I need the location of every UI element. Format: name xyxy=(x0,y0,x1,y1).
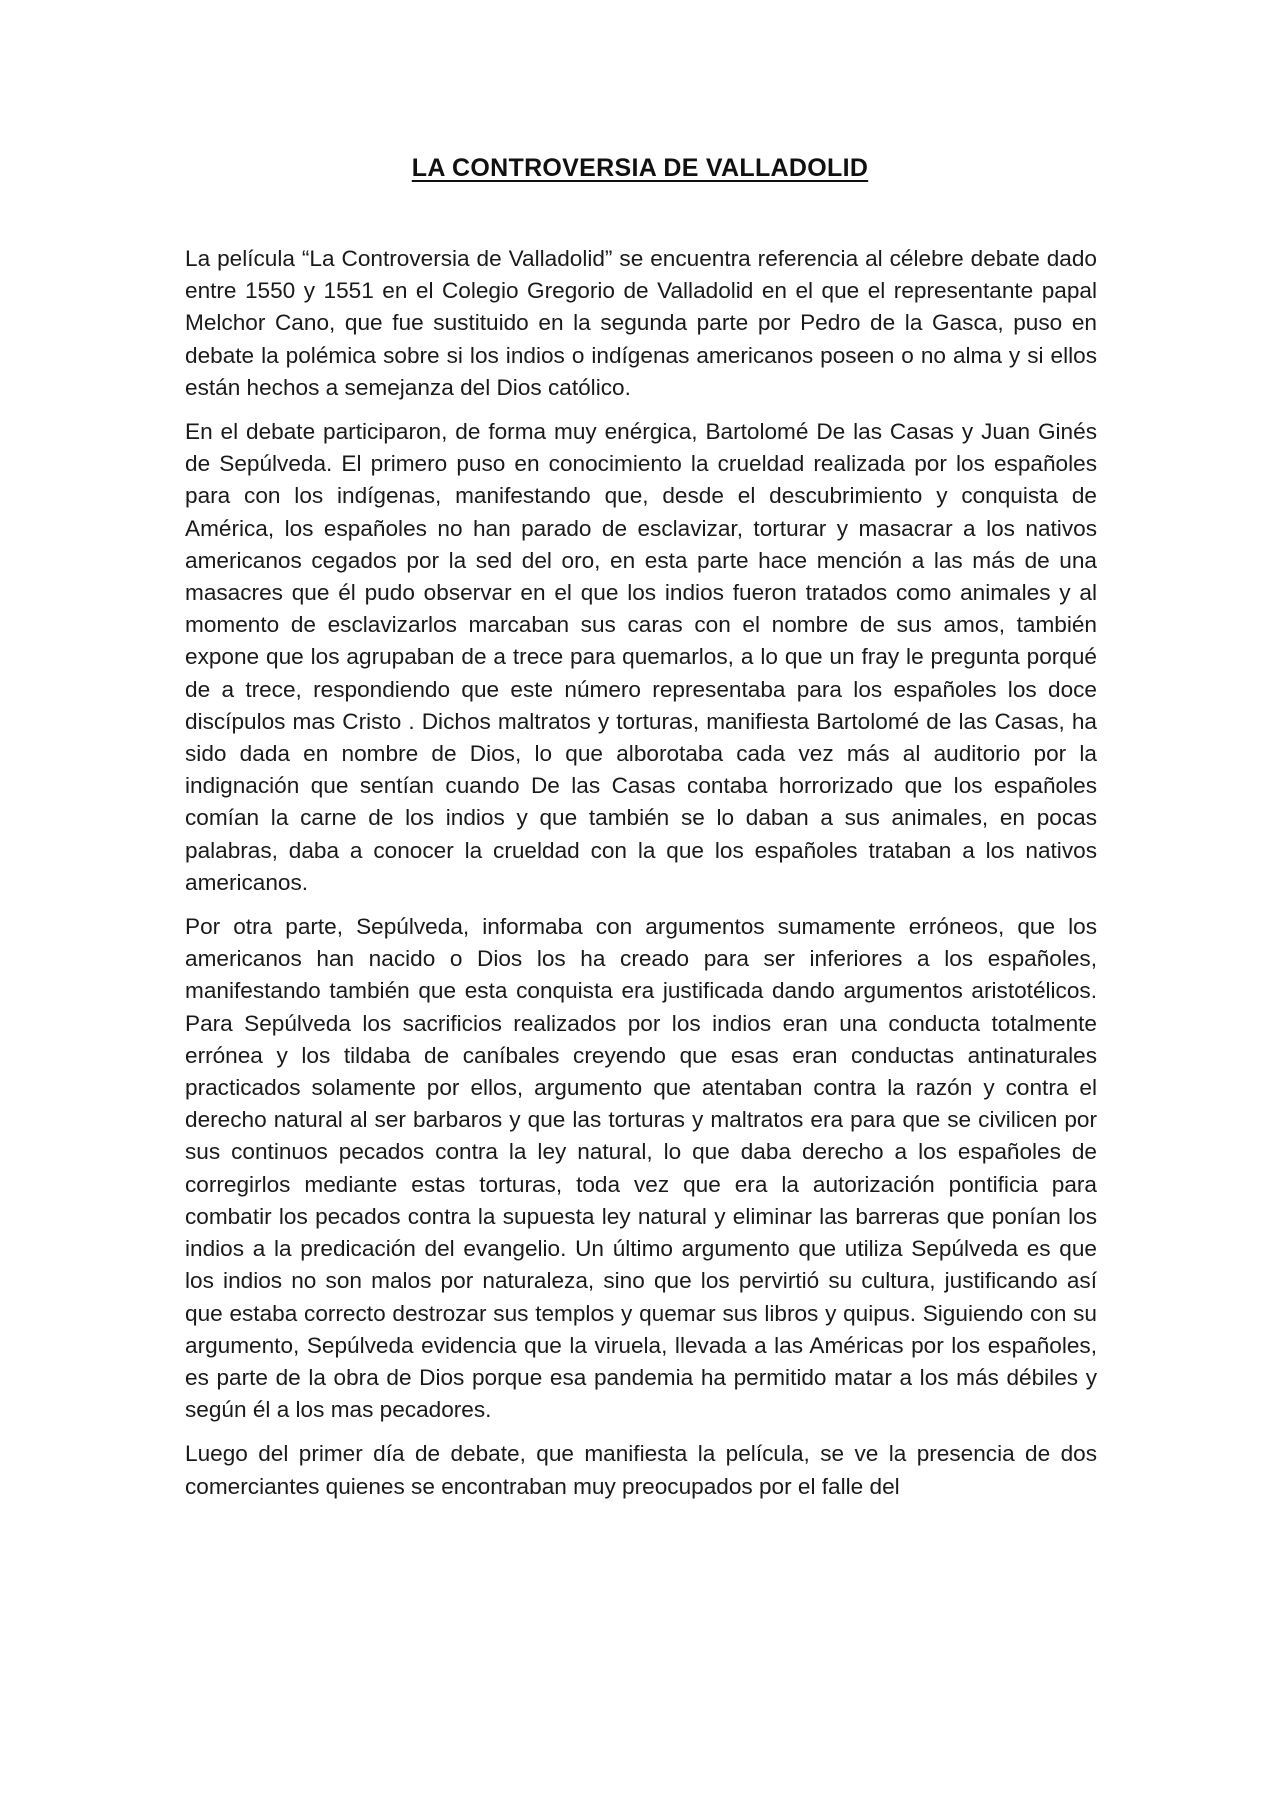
document-body xyxy=(185,243,1097,1515)
paragraph: Por otra parte, Sepúlveda, informaba con argumentos sumamente erróneos, que los americanos han nacido o Dios los ha creado para ser inferiores a los españoles, manifestando también que esta conquista era justificada dando argumentos aristotélicos. Para Sepúlveda los sacrificios realizados por los indios eran una conducta totalmente errónea y los tildaba de caníbales creyendo que esas eran conductas antinaturales practicados solamente por ellos, argumento que atentaban contra la razón y contra el derecho natural al ser barbaros y que las torturas y maltratos era para que se civilicen por sus continuos pecados contra la ley natural, lo que daba derecho a los españoles de corregirlos mediante estas torturas, toda vez que era la autorización pontificia para combatir los pecados contra la supuesta ley natural y eliminar las barreras que ponían los indios a la predicación del evangelio. Un último argumento que utiliza Sepúlveda es que los indios no son malos por naturaleza, sino que los pervirtió su cultura, justificando así que estaba correcto destrozar sus templos y quemar sus libros y quipus. Siguiendo con su argumento, Sepúlveda evidencia que la viruela, llevada a las Américas por los españoles, es parte de la obra de Dios porque esa pandemia ha permitido matar a los más débiles y según él a los mas pecadores. xyxy=(185,914,1097,1423)
document-title: LA CONTROVERSIA DE VALLADOLID xyxy=(411,154,869,182)
paragraph: Luego del primer día de debate, que manifiesta la película, se ve la presencia de dos comerciantes quienes se encontraban muy preocupados por el falle del xyxy=(185,1441,1097,1499)
paragraph: La película “La Controversia de Valladolid” se encuentra referencia al célebre debate dado entre 1550 y 1551 en el Colegio Gregorio de Valladolid en el que el representante papal Melchor Cano, que fue sustituido en la segunda parte por Pedro de la Gasca, puso en debate la polémica sobre si los indios o indígenas americanos poseen o no alma y si ellos están hechos a semejanza del Dios católico. xyxy=(185,246,1097,400)
paragraph: En el debate participaron, de forma muy enérgica, Bartolomé De las Casas y Juan Ginés de Sepúlveda. El primero puso en conocimiento la crueldad realizada por los españoles para con los indígenas, manifestando que, desde el descubrimiento y conquista de América, los españoles no han parado de esclavizar, torturar y masacrar a los nativos americanos cegados por la sed del oro, en esta parte hace mención a las más de una masacres que él pudo observar en el que los indios fueron tratados como animales y al momento de esclavizarlos marcaban sus caras con el nombre de sus amos, también expone que los agrupaban de a trece para quemarlos, a lo que un fray le pregunta porqué de a trece, respondiendo que este número representaba para los españoles los doce discípulos mas Cristo . Dichos maltratos y torturas, manifiesta Bartolomé de las Casas, ha sido dada en nombre de Dios, lo que alborotaba cada vez más al auditorio por la indignación que sentían cuando De las Casas contaba horrorizado que los españoles comían la carne de los indios y que también se lo daban a sus animales, en pocas palabras, daba a conocer la crueldad con la que los españoles trataban a los nativos americanos. xyxy=(185,419,1097,895)
